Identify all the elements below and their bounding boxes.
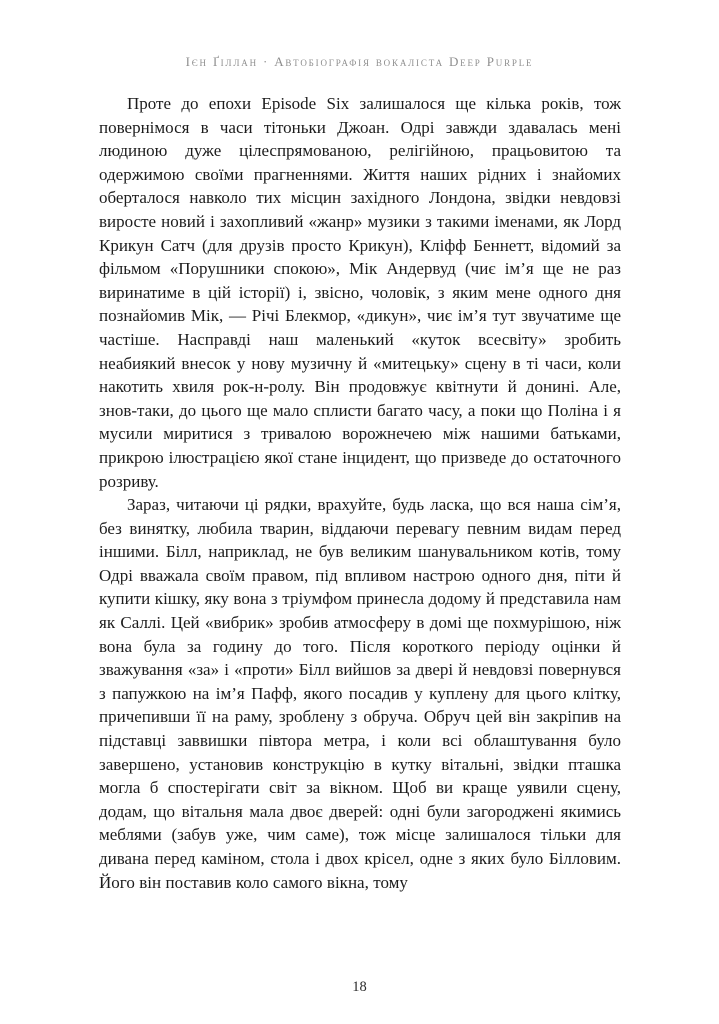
page-number: 18 [352,979,367,995]
running-header: Ієн Ґіллан · Автобіографія вокаліста Deep Purple [185,54,534,69]
paragraph-2: Зараз, читаючи ці рядки, врахуйте, будь ласка, що вся наша сім’я, без винятку, любила тварин, віддаючи перевагу певним видам перед іншими. Білл, наприклад, не був великим шанувальником котів, тому Одрі вважала своїм правом, під впливом настрою одного дня, піти й купити кішку, яку вона з тріумфом принесла додому й представила нам як Саллі. Цей «вибрик» зробив атмосферу в домі ще похмурішою, ніж вона була за годину до того. Після короткого періоду оцінки й зважування «за» і «проти» Білл вийшов за двері й невдовзі повернувся з папужкою на ім’я Пафф, якого посадив у куплену для цього клітку, причепивши її на раму, зроблену з обруча. Обруч цей він закріпив на підставці заввишки півтора метра, і коли всі облаштування було завершено, установив конструкцію в кутку вітальні, звідки пташка могла б спостерігати світ за вікном. Щоб ви краще уявили сцену, додам, що вітальня мала двоє дверей: одні були загороджені якимись меблями (забув уже, чим саме), тож місце залишалося тільки для дивана перед каміном, стола і двох крісел, одне з яких було Білловим. Його він поставив коло самого вікна, тому [99,495,621,892]
text-block [99,92,621,894]
paragraph-1: Проте до епохи Episode Six залишалося ще кілька років, тож повернімося в часи тітоньки Джоан. Одрі завжди здавалась мені людиною дуже цілеспрямованою, релігійною, працьовитою та одержимою своїми прагненнями. Життя наших рідних і знайомих оберталося навколо тих місцин західного Лондона, звідки невдовзі виросте новий і захопливий «жанр» музики з такими іменами, як Лорд Крикун Сатч (для друзів просто Крикун), Кліфф Беннетт, відомий за фільмом «Порушники спокою», Мік Андервуд (чиє ім’я ще не раз виринатиме в цій історії) і, звісно, чоловік, з яким мене одного дня познайомив Мік, — Річі Блекмор, «дикун», чиє ім’я тут звучатиме ще частіше. Насправді наш маленький «куток всесвіту» зробить неабиякий внесок у нову музичну й «митецьку» сцену в ті часи, коли накотить хвиля рок-н-ролу. Він продовжує квітнути й донині. Але, знов-таки, до цього ще мало сплисти багато часу, а поки що Поліна і я мусили миритися з тривалою ворожнечею між нашими батьками, прикрою ілюстрацією якої стане інцидент, що призведе до остаточного розриву. [99,94,621,491]
